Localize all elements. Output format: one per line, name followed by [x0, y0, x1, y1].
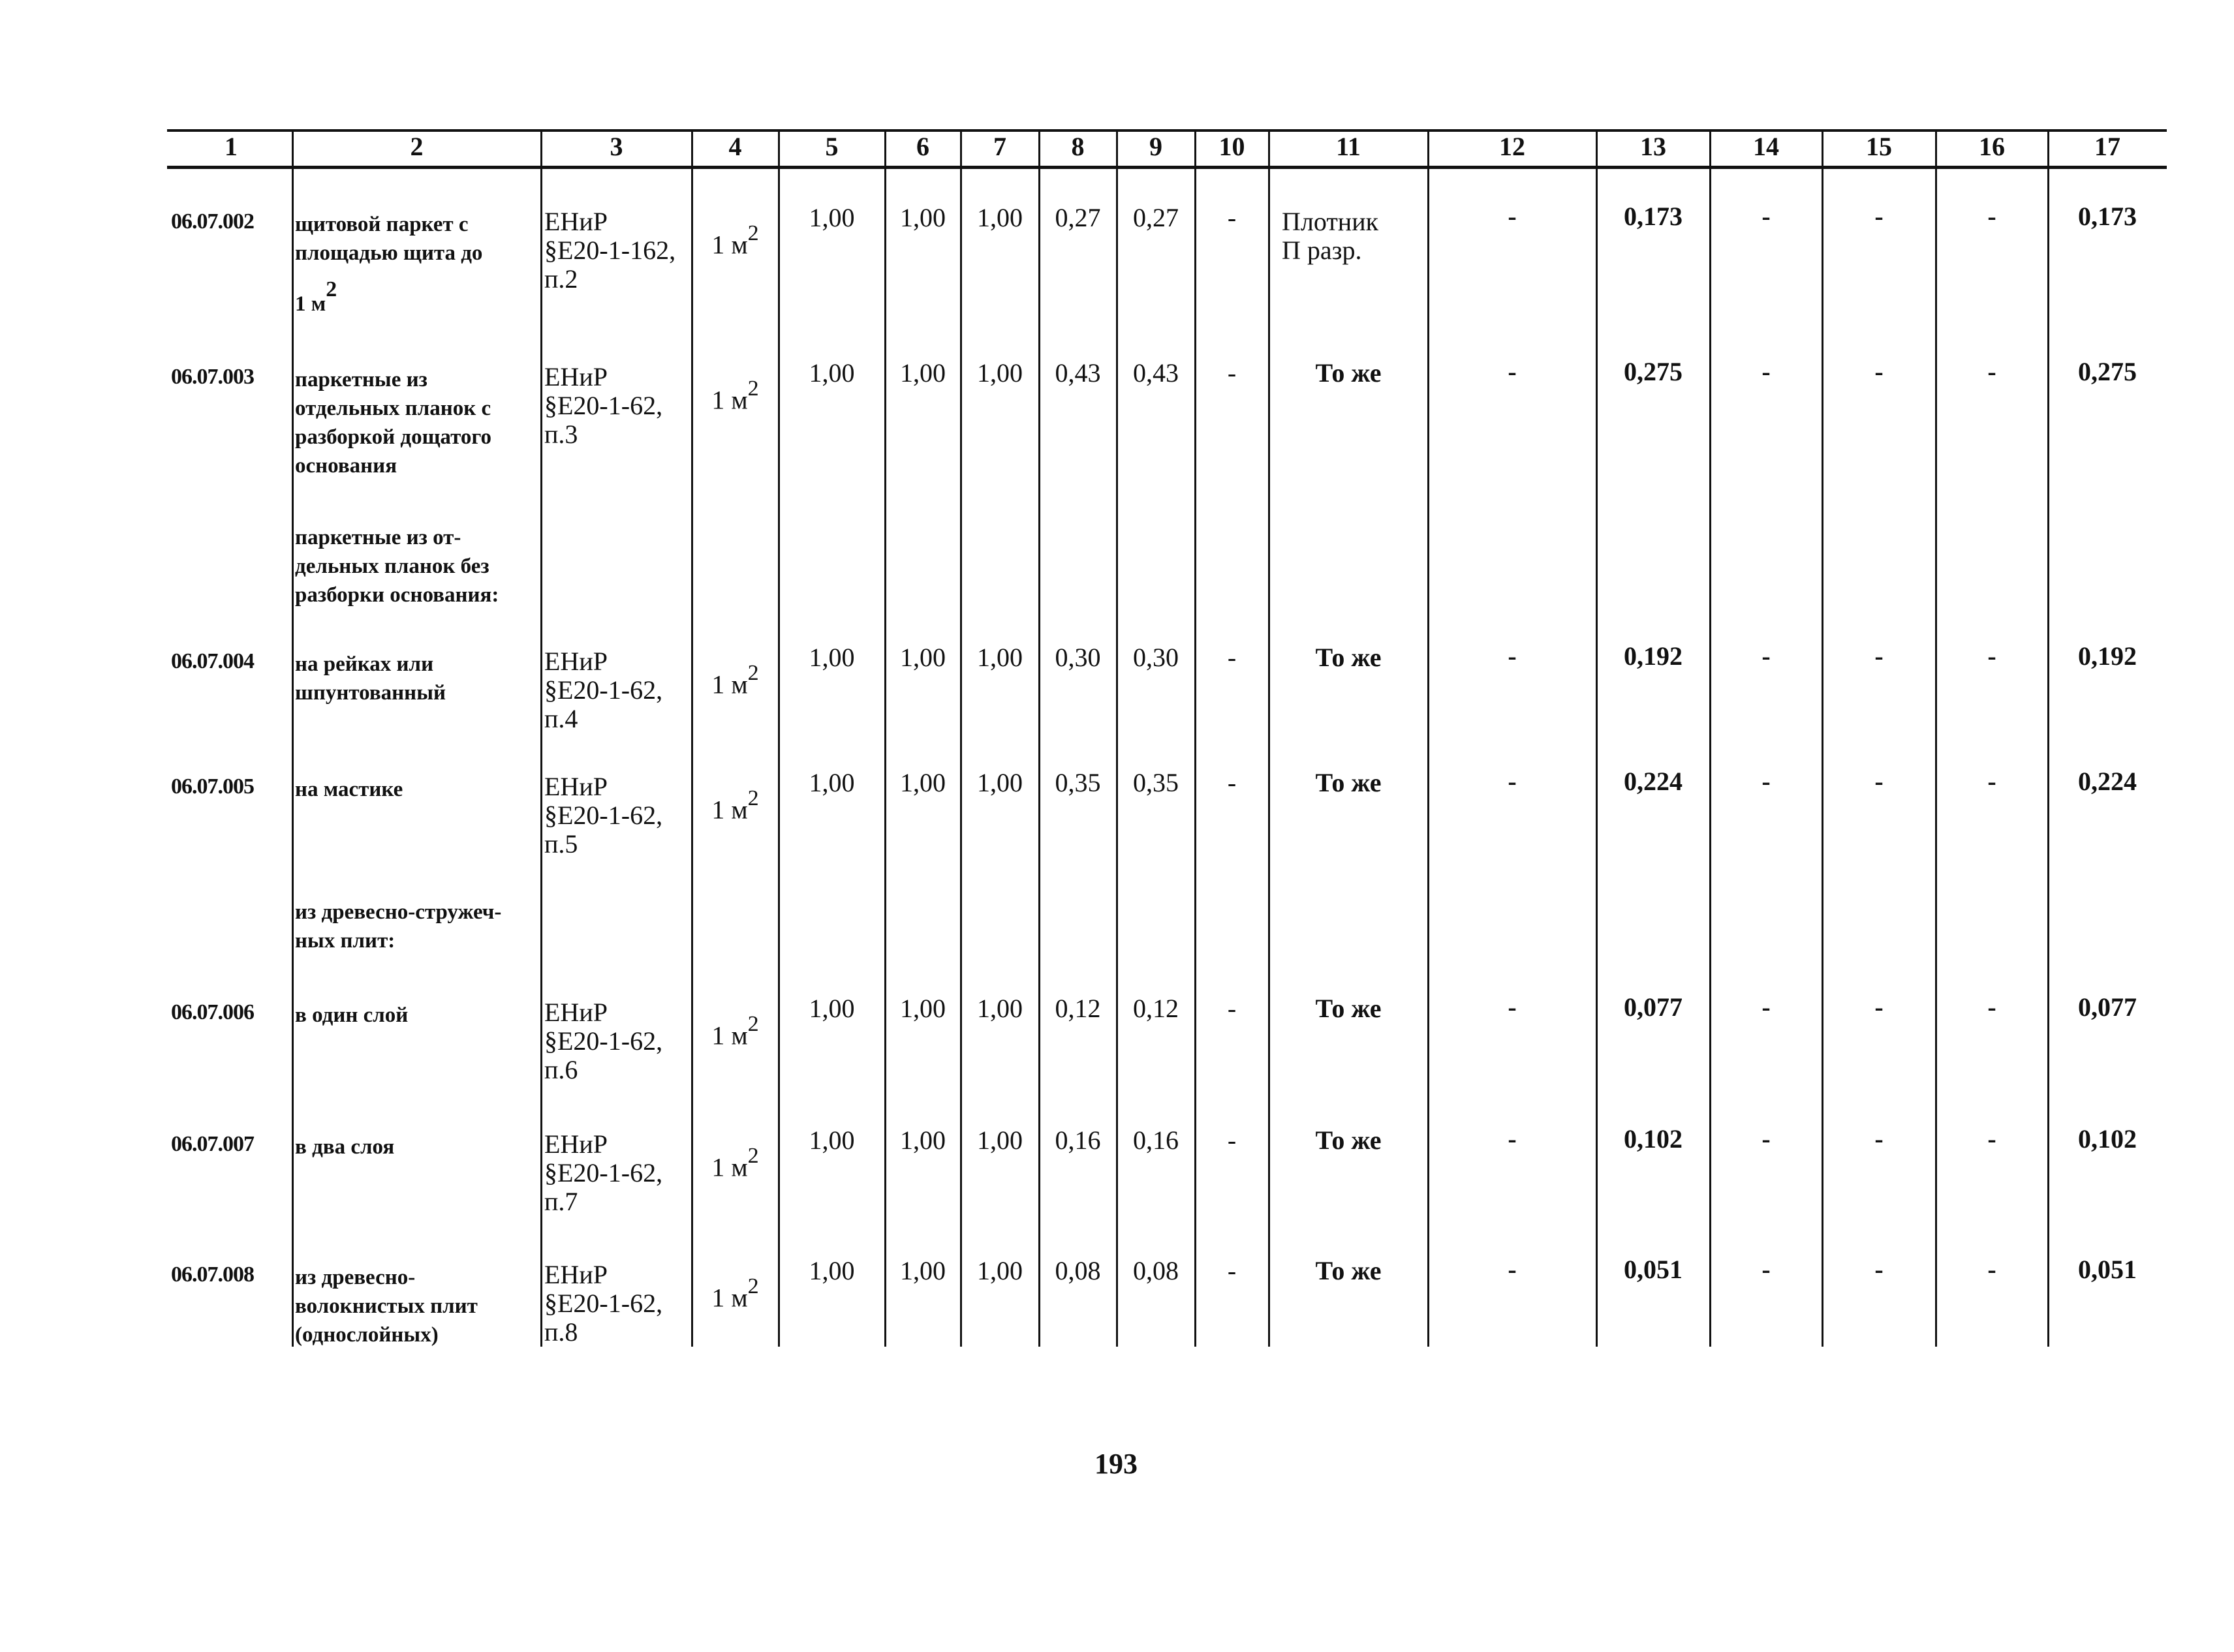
header-cell-7: 7 — [993, 132, 1006, 161]
row-value-c9: 0,43 — [1133, 358, 1179, 388]
row-description-line: дельных планок без — [295, 555, 489, 578]
column-rule — [884, 129, 886, 1347]
header-cell-1: 1 — [225, 132, 238, 161]
row-reference-line: §Е20-1-62, — [544, 1158, 663, 1187]
row-reference-line: п.7 — [544, 1187, 578, 1216]
row-value-c6: 1,00 — [900, 994, 946, 1023]
row-value-c8: 0,12 — [1055, 994, 1101, 1023]
row-value-c16: - — [1987, 992, 1996, 1022]
row-code: 06.07.002 — [171, 209, 254, 234]
row-value-c5: 1,00 — [809, 1125, 855, 1155]
page-number: 193 — [1094, 1448, 1138, 1480]
row-description-line: основания — [295, 454, 397, 478]
row-value-c16: - — [1987, 1124, 1996, 1154]
header-bottom-rule — [167, 166, 2167, 169]
row-reference-line: §Е20-1-162, — [544, 236, 676, 265]
unit-text: 1 м — [711, 795, 748, 825]
row-value-c6: 1,00 — [900, 1125, 946, 1155]
row-value-c10: - — [1227, 358, 1237, 388]
row-value-c14: - — [1761, 357, 1771, 386]
row-value-c7: 1,00 — [977, 768, 1023, 797]
row-value-c6: 1,00 — [900, 203, 946, 232]
header-cell-4: 4 — [728, 132, 742, 161]
row-value-c9: 0,27 — [1133, 203, 1179, 232]
row-unit — [692, 663, 779, 699]
row-value-c15: - — [1874, 767, 1884, 796]
row-value-c12: - — [1508, 202, 1517, 231]
row-value-c17: 0,224 — [2078, 767, 2137, 796]
row-description-line: на рейках или — [295, 652, 434, 676]
row-reference-line: ЕНиР — [544, 1260, 608, 1289]
row-value-c13: 0,173 — [1624, 202, 1683, 231]
row-value-c17: 0,192 — [2078, 641, 2137, 671]
row-value-c8: 0,43 — [1055, 358, 1101, 388]
row-value-c8: 0,30 — [1055, 643, 1101, 672]
row-value-c7: 1,00 — [977, 203, 1023, 232]
row-reference-line: п.2 — [544, 264, 578, 294]
row-value-c10: - — [1227, 994, 1237, 1023]
row-value-c13: 0,051 — [1624, 1255, 1683, 1284]
row-value-c17: 0,077 — [2078, 992, 2137, 1022]
header-cell-5: 5 — [825, 132, 839, 161]
row-reference-line: ЕНиР — [544, 998, 608, 1027]
header-cell-8: 8 — [1071, 132, 1085, 161]
row-value-c15: - — [1874, 357, 1884, 386]
header-cell-6: 6 — [916, 132, 929, 161]
row-unit — [692, 378, 779, 414]
row-value-c16: - — [1987, 202, 1996, 231]
row-value-c6: 1,00 — [900, 643, 946, 672]
row-reference-line: ЕНиР — [544, 207, 608, 236]
row-value-c7: 1,00 — [977, 994, 1023, 1023]
row-description-line: площадью щита до — [295, 241, 483, 265]
row-value-c16: - — [1987, 641, 1996, 671]
row-value-c15: - — [1874, 1255, 1884, 1284]
row-description-line: в два слоя — [295, 1135, 395, 1159]
row-value-c10: - — [1227, 1256, 1237, 1285]
header-cell-16: 16 — [1979, 132, 2005, 161]
row-value-c13: 0,224 — [1624, 767, 1683, 796]
row-value-c16: - — [1987, 1255, 1996, 1284]
row-reference-line: ЕНиР — [544, 647, 608, 676]
row-value-c13: 0,192 — [1624, 641, 1683, 671]
row-value-c17: 0,173 — [2078, 202, 2137, 231]
row-value-c17: 0,102 — [2078, 1124, 2137, 1154]
row-value-c9: 0,16 — [1133, 1125, 1179, 1155]
row-value-c12: - — [1508, 767, 1517, 796]
description-unit-exponent: 2 — [326, 277, 337, 301]
row-value-c14: - — [1761, 992, 1771, 1022]
row-value-c7: 1,00 — [977, 1256, 1023, 1285]
row-value-c8: 0,35 — [1055, 768, 1101, 797]
row-unit — [692, 1146, 779, 1182]
row-description-line: шпунтованный — [295, 681, 446, 705]
row-unit — [692, 788, 779, 824]
unit-text: 1 м — [711, 230, 748, 260]
header-cell-15: 15 — [1866, 132, 1892, 161]
row-value-c5: 1,00 — [809, 358, 855, 388]
row-code: 06.07.006 — [171, 1000, 254, 1024]
row-value-c10: - — [1227, 1125, 1237, 1155]
row-unit — [692, 1276, 779, 1312]
row-value-c13: 0,275 — [1624, 357, 1683, 386]
row-value-c16: - — [1987, 357, 1996, 386]
row-worker: То же — [1315, 643, 1382, 672]
row-code: 06.07.005 — [171, 774, 254, 799]
row-description-line: отдельных планок с — [295, 397, 491, 420]
row-value-c10: - — [1227, 768, 1237, 797]
row-value-c14: - — [1761, 1255, 1771, 1284]
header-cell-12: 12 — [1499, 132, 1525, 161]
unit-text: 1 м — [711, 385, 748, 415]
row-description-line: разборкой дощатого — [295, 425, 492, 449]
row-value-c9: 0,12 — [1133, 994, 1179, 1023]
header-cell-17: 17 — [2094, 132, 2120, 161]
row-unit — [692, 223, 779, 259]
row-value-c7: 1,00 — [977, 1125, 1023, 1155]
row-description-line: паркетные из — [295, 368, 427, 391]
row-code: 06.07.004 — [171, 649, 254, 673]
unit-exponent: 2 — [747, 1012, 759, 1036]
header-cell-9: 9 — [1149, 132, 1162, 161]
row-value-c9: 0,35 — [1133, 768, 1179, 797]
column-rule — [1935, 129, 1937, 1347]
column-rule — [1268, 129, 1270, 1347]
row-value-c5: 1,00 — [809, 994, 855, 1023]
row-description-line: щитовой паркет с — [295, 213, 469, 236]
row-value-c10: - — [1227, 203, 1237, 232]
row-value-c8: 0,27 — [1055, 203, 1101, 232]
row-value-c14: - — [1761, 1124, 1771, 1154]
header-cell-13: 13 — [1640, 132, 1666, 161]
column-rule — [1709, 129, 1711, 1347]
row-reference-line: п.5 — [544, 829, 578, 859]
row-value-c7: 1,00 — [977, 358, 1023, 388]
row-description-line: в один слой — [295, 1003, 409, 1027]
column-rule — [1194, 129, 1196, 1347]
row-description-unit — [295, 277, 337, 318]
row-value-c17: 0,275 — [2078, 357, 2137, 386]
row-value-c12: - — [1508, 1124, 1517, 1154]
row-worker: П разр. — [1282, 236, 1362, 265]
row-value-c10: - — [1227, 643, 1237, 672]
row-value-c12: - — [1508, 992, 1517, 1022]
unit-exponent: 2 — [747, 376, 759, 401]
row-worker: То же — [1315, 768, 1382, 797]
row-reference-line: §Е20-1-62, — [544, 391, 663, 420]
column-rule — [1427, 129, 1429, 1347]
unit-exponent: 2 — [747, 1274, 759, 1298]
column-rule — [540, 129, 542, 1347]
column-rule — [1822, 129, 1823, 1347]
row-value-c14: - — [1761, 767, 1771, 796]
row-value-c6: 1,00 — [900, 1256, 946, 1285]
description-unit-text: 1 м — [295, 292, 326, 316]
row-value-c6: 1,00 — [900, 358, 946, 388]
row-value-c5: 1,00 — [809, 1256, 855, 1285]
row-worker: То же — [1315, 358, 1382, 388]
row-value-c8: 0,16 — [1055, 1125, 1101, 1155]
row-value-c12: - — [1508, 641, 1517, 671]
row-code: 06.07.007 — [171, 1132, 254, 1156]
row-value-c5: 1,00 — [809, 643, 855, 672]
column-rule — [1596, 129, 1598, 1347]
row-value-c12: - — [1508, 357, 1517, 386]
row-reference-line: п.3 — [544, 420, 578, 449]
row-worker: То же — [1315, 1125, 1382, 1155]
header-cell-10: 10 — [1218, 132, 1245, 161]
row-worker: То же — [1315, 994, 1382, 1023]
row-value-c8: 0,08 — [1055, 1256, 1101, 1285]
row-worker: То же — [1315, 1256, 1382, 1285]
row-value-c6: 1,00 — [900, 768, 946, 797]
row-reference-line: п.8 — [544, 1317, 578, 1347]
row-value-c15: - — [1874, 992, 1884, 1022]
row-description-line: разборки основания: — [295, 583, 499, 607]
row-value-c9: 0,30 — [1133, 643, 1179, 672]
row-value-c13: 0,102 — [1624, 1124, 1683, 1154]
unit-exponent: 2 — [747, 786, 759, 810]
row-value-c15: - — [1874, 641, 1884, 671]
header-cell-11: 11 — [1336, 132, 1361, 161]
row-reference-line: ЕНиР — [544, 1129, 608, 1159]
row-description-line: волокнистых плит — [295, 1294, 478, 1318]
row-value-c12: - — [1508, 1255, 1517, 1284]
row-description-line: (однослойных) — [295, 1323, 439, 1347]
row-value-c5: 1,00 — [809, 768, 855, 797]
column-rule — [292, 129, 294, 1347]
row-reference-line: §Е20-1-62, — [544, 675, 663, 705]
header-cell-14: 14 — [1753, 132, 1779, 161]
column-rule — [1116, 129, 1118, 1347]
unit-exponent: 2 — [747, 661, 759, 685]
row-reference-line: §Е20-1-62, — [544, 801, 663, 830]
row-reference-line: §Е20-1-62, — [544, 1289, 663, 1318]
row-value-c14: - — [1761, 202, 1771, 231]
unit-text: 1 м — [711, 669, 748, 699]
row-reference-line: п.6 — [544, 1055, 578, 1084]
row-value-c15: - — [1874, 1124, 1884, 1154]
row-value-c17: 0,051 — [2078, 1255, 2137, 1284]
row-description-line: ных плит: — [295, 929, 396, 953]
unit-text: 1 м — [711, 1152, 748, 1182]
row-value-c16: - — [1987, 767, 1996, 796]
row-worker: Плотник — [1282, 207, 1379, 236]
row-reference-line: п.4 — [544, 704, 578, 733]
row-description-line: на мастике — [295, 778, 403, 801]
row-unit — [692, 1014, 779, 1050]
row-value-c13: 0,077 — [1624, 992, 1683, 1022]
column-rule — [960, 129, 962, 1347]
row-reference-line: ЕНиР — [544, 362, 608, 391]
row-code: 06.07.003 — [171, 365, 254, 389]
row-description-line: из древесно- — [295, 1266, 416, 1289]
row-description-line: паркетные из от- — [295, 526, 461, 549]
row-value-c7: 1,00 — [977, 643, 1023, 672]
header-cell-2: 2 — [410, 132, 424, 161]
unit-text: 1 м — [711, 1020, 748, 1050]
row-reference-line: ЕНиР — [544, 772, 608, 801]
row-value-c15: - — [1874, 202, 1884, 231]
row-value-c14: - — [1761, 641, 1771, 671]
row-value-c9: 0,08 — [1133, 1256, 1179, 1285]
column-rule — [1038, 129, 1040, 1347]
column-rule — [2047, 129, 2049, 1347]
unit-exponent: 2 — [747, 221, 759, 245]
row-value-c5: 1,00 — [809, 203, 855, 232]
unit-exponent: 2 — [747, 1144, 759, 1168]
row-code: 06.07.008 — [171, 1262, 254, 1287]
unit-text: 1 м — [711, 1283, 748, 1313]
row-description-line: из древесно-стружеч- — [295, 900, 502, 924]
header-cell-3: 3 — [610, 132, 623, 161]
row-reference-line: §Е20-1-62, — [544, 1026, 663, 1056]
